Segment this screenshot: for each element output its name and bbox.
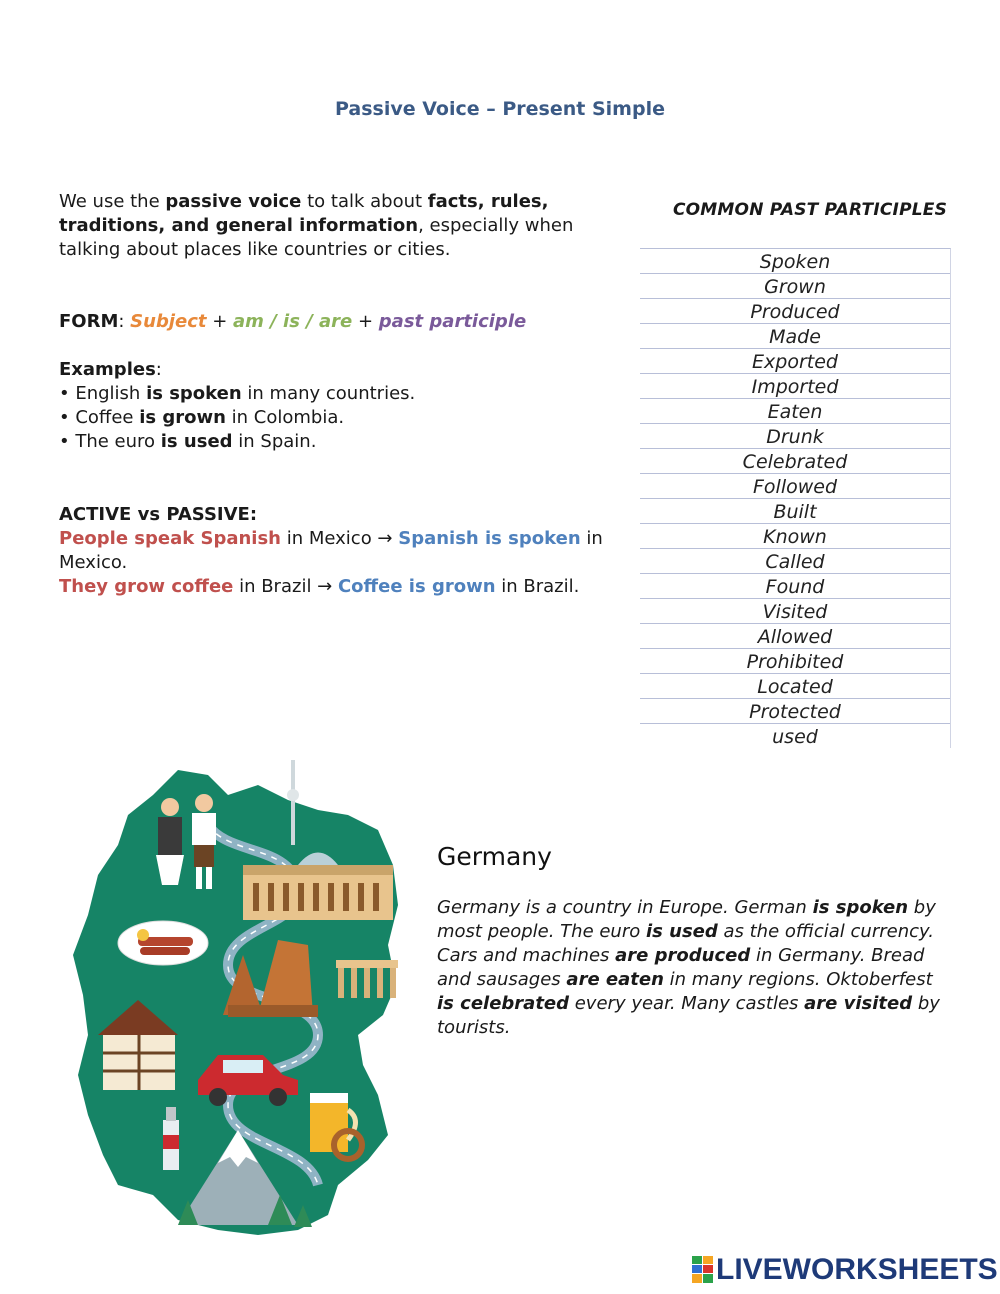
examples-block: Examples: • English is spoken in many countries. • Coffee is grown in Colombia. • The euro is used in Spain.: [59, 358, 629, 454]
participle-row: Found: [640, 574, 950, 599]
participle-row: Imported: [640, 374, 950, 399]
participle-row: Built: [640, 499, 950, 524]
participle-row: Produced: [640, 299, 950, 324]
active-passive-line: People speak Spanish in Mexico → Spanish is spoken in Mexico.: [59, 528, 603, 573]
germany-map-illustration: [58, 715, 423, 1260]
active-passive-line: They grow coffee in Brazil → Coffee is grown in Brazil.: [59, 576, 580, 597]
participle-row: Prohibited: [640, 649, 950, 674]
participle-row: Known: [640, 524, 950, 549]
active-passive-block: [59, 503, 604, 599]
participle-row: Exported: [640, 349, 950, 374]
germany-title: Germany: [437, 842, 552, 871]
participle-row: Drunk: [640, 424, 950, 449]
participle-row: Followed: [640, 474, 950, 499]
brand-name: LIVEWORKSHEETS: [716, 1253, 998, 1286]
active-passive-heading: ACTIVE vs PASSIVE:: [59, 504, 258, 525]
participle-row: Spoken: [640, 249, 950, 274]
participle-row: Located: [640, 674, 950, 699]
form-rule: FORM: Subject + am / is / are + past participle: [59, 311, 527, 332]
participle-row: used: [772, 726, 818, 748]
participle-row: Protected: [640, 699, 950, 724]
liveworksheets-mark-icon: [692, 1256, 714, 1284]
participles-table: [640, 248, 951, 748]
example-item: • The euro is used in Spain.: [59, 431, 317, 452]
liveworksheets-logo: [692, 1253, 998, 1287]
intro-paragraph: We use the passive voice to talk about facts, rules, traditions, and general information, especially when talking about places like countries or cities.: [59, 191, 574, 260]
participle-row: Made: [640, 324, 950, 349]
germany-paragraph: Germany is a country in Europe. German is spoken by most people. The euro is used as the official currency. Cars and machines are produced in Germany. Bread and sausages are eaten in many regions. Oktoberfest is celebrated every year. Many castles are visited by tourists.: [437, 897, 940, 1038]
participle-row: Visited: [640, 599, 950, 624]
example-item: • Coffee is grown in Colombia.: [59, 407, 345, 428]
participle-row: Called: [640, 549, 950, 574]
participle-row: Eaten: [640, 399, 950, 424]
participle-row: Celebrated: [640, 449, 950, 474]
participle-row: Allowed: [640, 624, 950, 649]
participle-row: Grown: [640, 274, 950, 299]
example-item: • English is spoken in many countries.: [59, 383, 416, 404]
participles-heading: COMMON PAST PARTICIPLES: [672, 200, 948, 220]
page-title: Passive Voice – Present Simple: [335, 98, 665, 120]
